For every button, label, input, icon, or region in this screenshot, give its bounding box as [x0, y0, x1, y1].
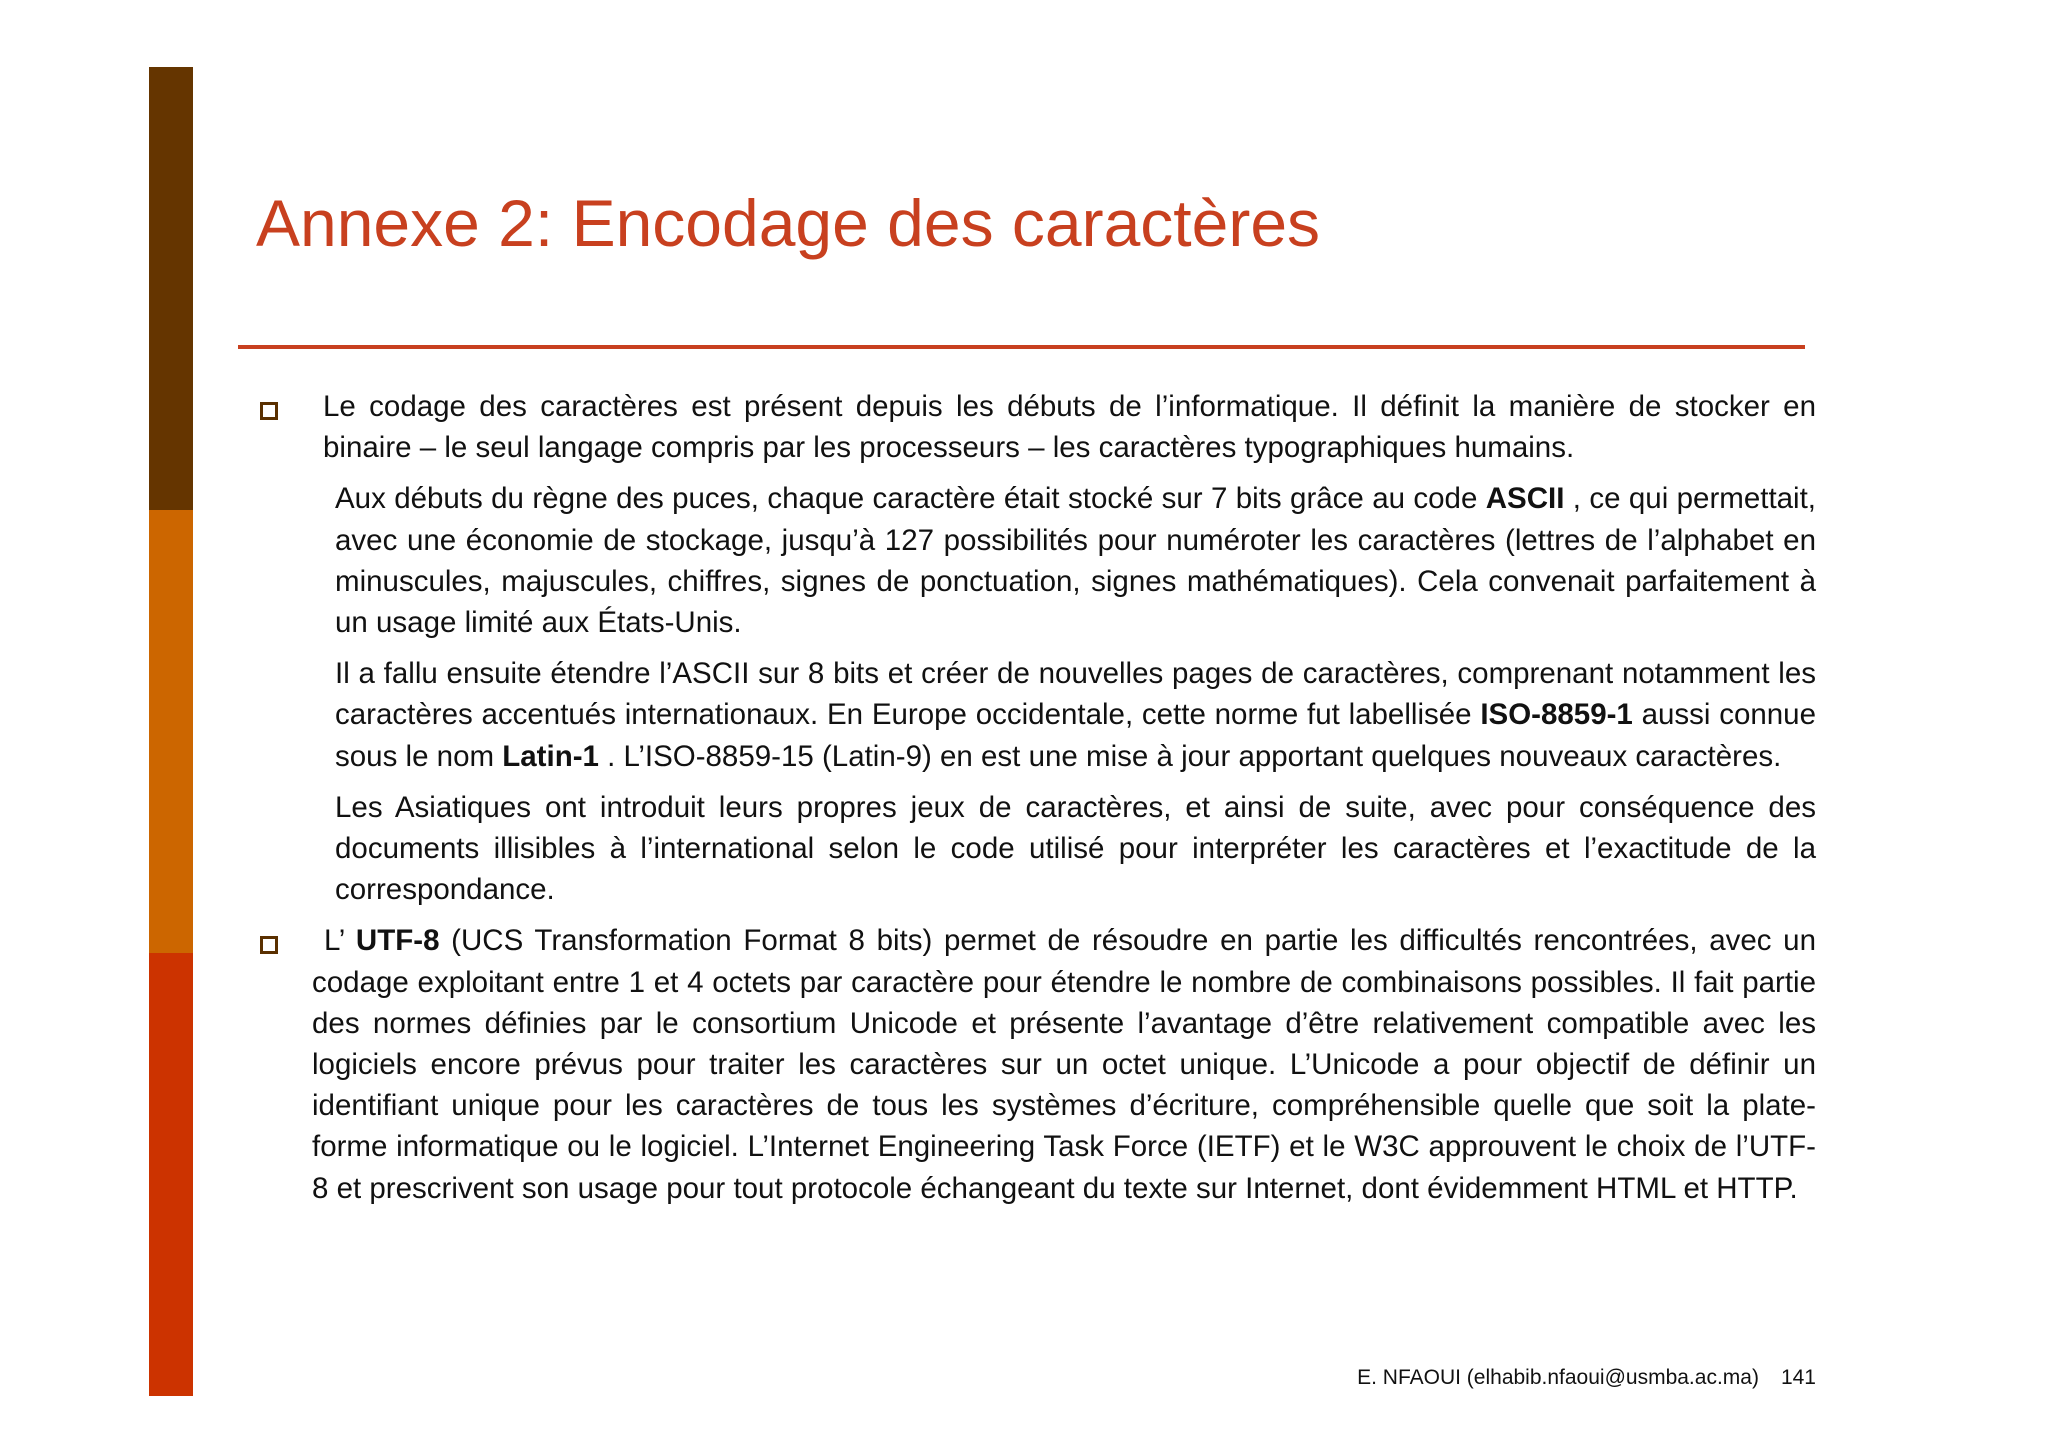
slide-title: Annexe 2: Encodage des caractères	[256, 186, 1321, 260]
side-bar-middle-segment	[149, 510, 193, 953]
slide-content	[256, 386, 1816, 1209]
paragraph-iso-text-mid: aussi connue sous le nom	[335, 698, 1816, 773]
slide-footer	[1357, 1366, 1816, 1390]
term-ascii: ASCII	[1485, 482, 1565, 516]
term-latin-1: Latin-1	[502, 739, 599, 773]
footer-author: E. NFAOUI (elhabib.nfaoui@usmba.ac.ma)	[1357, 1366, 1759, 1389]
hollow-square-icon	[260, 936, 278, 954]
paragraph-iso-text: Il a fallu ensuite étendre l’ASCII sur 8 bits et créer de nouvelles pages de caractères, comprenant notamment les caractères accentués internationaux. En Europe occidentale, cette norme fut labellisée	[335, 657, 1816, 732]
paragraph-ascii	[256, 478, 1816, 643]
page-number: 141	[1780, 1366, 1816, 1389]
paragraph-iso-text-end: . L’ISO-8859-15 (Latin-9) en est une mise à jour apportant quelques nouveaux caractères.	[598, 739, 1782, 773]
decorative-side-bar	[149, 67, 193, 1396]
term-utf-8: UTF-8	[355, 924, 440, 958]
side-bar-bottom-segment	[149, 953, 193, 1396]
paragraph-asiatiques: Les Asiatiques ont introduit leurs propres jeux de caractères, et ainsi de suite, avec pour conséquence des documents illisibles à l’international selon le code utilisé pour interpréter les caractères et l’exactitude de la correspondance.	[335, 790, 1816, 907]
paragraph-utf8	[256, 920, 1816, 1208]
paragraph-ascii-text-end: , ce qui permettait, avec une économie de stockage, jusqu’à 127 possibilités pour numéroter les caractères (lettres de l’alphabet en minuscules, majuscules, chiffres, signes de ponctuation, signes mathématiques). Cela convenait parfaitement à un usage limité aux États-Unis.	[335, 482, 1816, 640]
paragraph-codage: Le codage des caractères est présent depuis les débuts de l’informatique. Il définit la manière de stocker en binaire – le seul langage compris par les processeurs – les caractères typographiques humains.	[323, 390, 1816, 465]
title-underline	[238, 345, 1805, 349]
hollow-square-icon	[260, 402, 278, 420]
bullet-item-utf8	[256, 920, 1816, 1208]
paragraph-utf8-text: L’	[324, 924, 356, 958]
side-bar-top-segment	[149, 67, 193, 510]
paragraph-ascii-text: Aux débuts du règne des puces, chaque caractère était stocké sur 7 bits grâce au code	[335, 482, 1486, 516]
bullet-item-codage	[256, 386, 1816, 468]
paragraph-utf8-text-end: (UCS Transformation Format 8 bits) permet de résoudre en partie les difficultés rencontrées, avec un codage exploitant entre 1 et 4 octets par caractère pour étendre le nombre de combinaisons possibles. Il fait partie des normes définies par le consortium Unicode et présente l’avantage d’être relativement compatible avec les logiciels encore prévus pour traiter les caractères sur un octet unique. L’Unicode a pour objectif de définir un identifiant unique pour les caractères de tous les systèmes d’écriture, compréhensible quelle que soit la plate-forme informatique ou le logiciel. L’Internet Engineering Task Force (IETF) et le W3C approuvent le choix de l’UTF-8 et prescrivent son usage pour tout protocole échangeant du texte sur Internet, dont évidemment HTML et HTTP.	[312, 924, 1816, 1205]
paragraph-iso	[256, 653, 1816, 777]
term-iso-8859-1: ISO-8859-1	[1480, 698, 1633, 732]
